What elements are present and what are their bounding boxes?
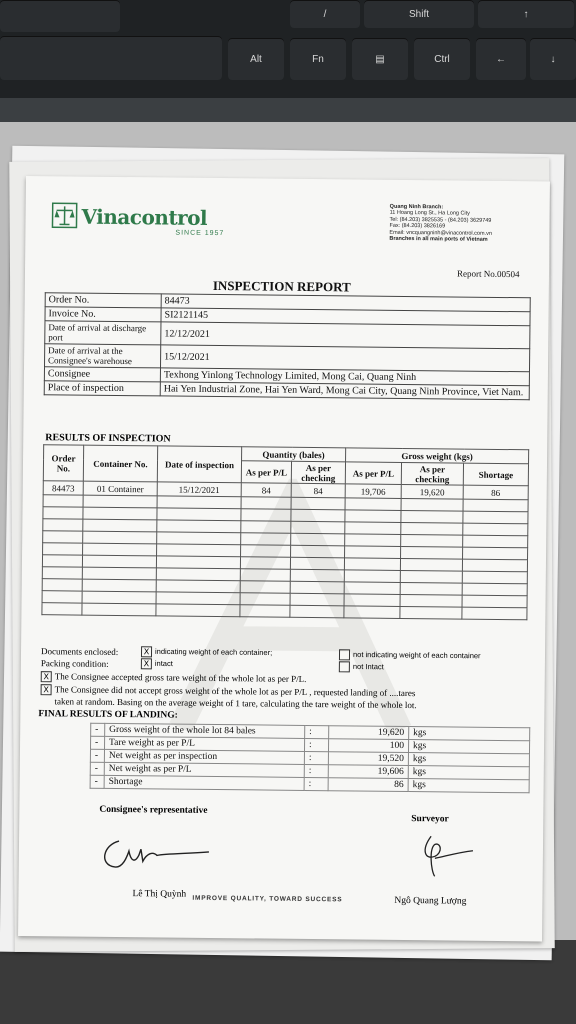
surveyor-label: Surveyor [411, 814, 449, 825]
landing-unit: kgs [408, 779, 529, 793]
info-label: Consignee [44, 367, 160, 382]
landing-colon: : [304, 764, 328, 777]
option-label: not Intact [352, 661, 384, 672]
landing-dash: - [90, 762, 104, 775]
checkbox-empty [339, 649, 350, 660]
cell-qty-checking: 84 [291, 483, 345, 498]
cell-shortage: 86 [463, 485, 528, 500]
documents-label: Documents enclosed: [40, 646, 119, 657]
info-value: 84473 [161, 294, 530, 312]
option-label: not indicating weight of each container [352, 649, 481, 661]
key-arrow-down: ↓ [530, 38, 576, 80]
landing-dash: - [91, 723, 105, 736]
packing-label: Packing condition: [40, 658, 109, 669]
key-menu-icon: ▤ [352, 38, 408, 80]
laptop-keyboard [0, 0, 576, 122]
col-gross-pl: As per P/L [345, 462, 401, 485]
checkbox-checked: X [41, 685, 52, 696]
info-label: Date of arrival at discharge port [45, 321, 161, 345]
branch-line: Quang Ninh Branch: [389, 203, 444, 211]
option-indicating [141, 646, 272, 658]
landing-colon: : [304, 738, 328, 751]
checkbox-checked: X [41, 672, 52, 683]
landing-heading: FINAL RESULTS OF LANDING: [38, 709, 178, 721]
col-container-no: Container No. [83, 445, 157, 482]
landing-table [90, 723, 531, 794]
col-order-no: Order No. [43, 445, 83, 481]
surveyor-name: Ngô Quang Lượng [394, 895, 467, 907]
landing-colon: : [305, 725, 329, 738]
col-quantity: Quantity (bales) [242, 447, 346, 462]
consignee-name: Lê Thị Quỳnh [132, 889, 187, 900]
option-not-indicating [339, 649, 481, 661]
landing-dash: - [91, 736, 105, 749]
results-table [41, 444, 529, 620]
landing-value: 19,520 [328, 752, 408, 766]
key-slash: / [290, 0, 360, 28]
key-shift: Shift [364, 0, 474, 28]
info-value: 15/12/2021 [160, 345, 529, 372]
option-not-intact [339, 661, 384, 672]
consignee-rep-label: Consignee's representative [99, 804, 208, 816]
cell-gross-pl: 19,706 [345, 484, 401, 499]
consignee-accepted-text: The Consignee accepted gross tare weight of the whole lot as per P/L. [54, 671, 307, 684]
landing-label: Net weight as per inspection [104, 749, 304, 764]
landing-label: Net weight as per P/L [104, 762, 304, 777]
cell-gross-checking: 19,620 [401, 484, 463, 499]
info-value: 12/12/2021 [161, 322, 530, 349]
report-title: INSPECTION REPORT [212, 277, 351, 295]
landing-unit: kgs [408, 766, 529, 780]
landing-dash: - [90, 749, 104, 762]
vinacontrol-scale-icon [51, 202, 77, 228]
branch-line: Email: vncquangninh@vinacontrol.com.vn [389, 229, 492, 237]
landing-value: 100 [328, 739, 408, 753]
key-alt: Alt [228, 38, 284, 80]
key-fn: Fn [290, 38, 346, 80]
info-label: Invoice No. [45, 307, 161, 322]
key-ctrl: Ctrl [414, 38, 470, 80]
landing-label: Shortage [104, 775, 304, 790]
cell-order-no: 84473 [43, 481, 83, 495]
checkbox-checked: X [141, 646, 152, 657]
cell-date: 15/12/2021 [157, 482, 241, 497]
company-since: SINCE 1957 [175, 229, 225, 238]
laptop-edge [0, 98, 576, 122]
col-shortage: Shortage [463, 463, 528, 486]
cell-qty-pl: 84 [241, 483, 291, 498]
landing-label: Tare weight as per P/L [105, 736, 305, 751]
landing-label: Gross weight of the whole lot 84 bales [105, 723, 305, 738]
checkbox-empty [339, 661, 350, 672]
landing-unit: kgs [408, 740, 529, 754]
results-heading: RESULTS OF INSPECTION [45, 432, 171, 445]
info-value: Texhong Yinlong Technology Limited, Mong Cai, Quang Ninh [160, 368, 529, 386]
landing-dash: - [90, 775, 104, 788]
inspection-report-page [18, 176, 550, 941]
consignee-signature [97, 831, 217, 876]
branch-line: Fax: (84.203) 3826169 [389, 223, 446, 230]
col-qty-pl: As per P/L [241, 461, 291, 484]
cell-container-no: 01 Container [83, 481, 157, 496]
landing-value: 19,620 [329, 726, 409, 740]
landing-value: 19,606 [328, 765, 408, 779]
consignee-not-accepted-text: The Consignee did not accept gross weight of the whole lot as per P/L , requested landing of ....tares [54, 684, 416, 699]
landing-unit: kgs [409, 727, 530, 741]
company-logo-text: Vinacontrol [81, 204, 208, 230]
key-space [0, 36, 222, 80]
info-value: Hai Yen Industrial Zone, Hai Yen Ward, Mong Cai City, Quang Ninh Province, Viet Nam. [160, 382, 529, 400]
order-info-table [44, 292, 531, 400]
option-intact [141, 658, 173, 669]
option-label: intact [154, 658, 173, 669]
branch-address [389, 204, 539, 244]
info-value: SI2121145 [161, 308, 530, 326]
landing-unit: kgs [408, 753, 529, 767]
info-label: Order No. [45, 293, 161, 308]
landing-colon: : [304, 777, 328, 790]
branch-line: 11 Hoang Long St., Ha Long City [389, 210, 470, 218]
info-label: Date of arrival at the Consignee's warehouse [45, 344, 161, 368]
branch-line: Tel: (84.203) 3825535 - (84.203) 3629749 [389, 216, 492, 224]
branch-line: Branches in all main ports of Vietnam [389, 235, 488, 243]
key-arrow-left: ← [476, 38, 526, 80]
checkbox-checked: X [141, 658, 152, 669]
col-date: Date of inspection [157, 446, 241, 483]
landing-colon: : [304, 751, 328, 764]
info-label: Place of inspection [44, 381, 160, 396]
option-label: indicating weight of each container; [154, 646, 273, 658]
key-blank-left [0, 0, 120, 32]
key-arrow-up: ↑ [478, 0, 574, 28]
surveyor-signature [411, 830, 482, 881]
col-qty-checking: As per checking [291, 461, 345, 484]
report-number: Report No.00504 [456, 268, 520, 280]
landing-value: 86 [328, 778, 408, 792]
company-slogan: IMPROVE QUALITY, TOWARD SUCCESS [192, 894, 343, 904]
col-gross-weight: Gross weight (kgs) [346, 448, 529, 464]
col-gross-checking: As per checking [401, 462, 463, 485]
consignee-not-accepted-cont: taken at random. Basing on the average weight of 1 tare, calculating the tare weight of the whole lot. [54, 696, 417, 711]
